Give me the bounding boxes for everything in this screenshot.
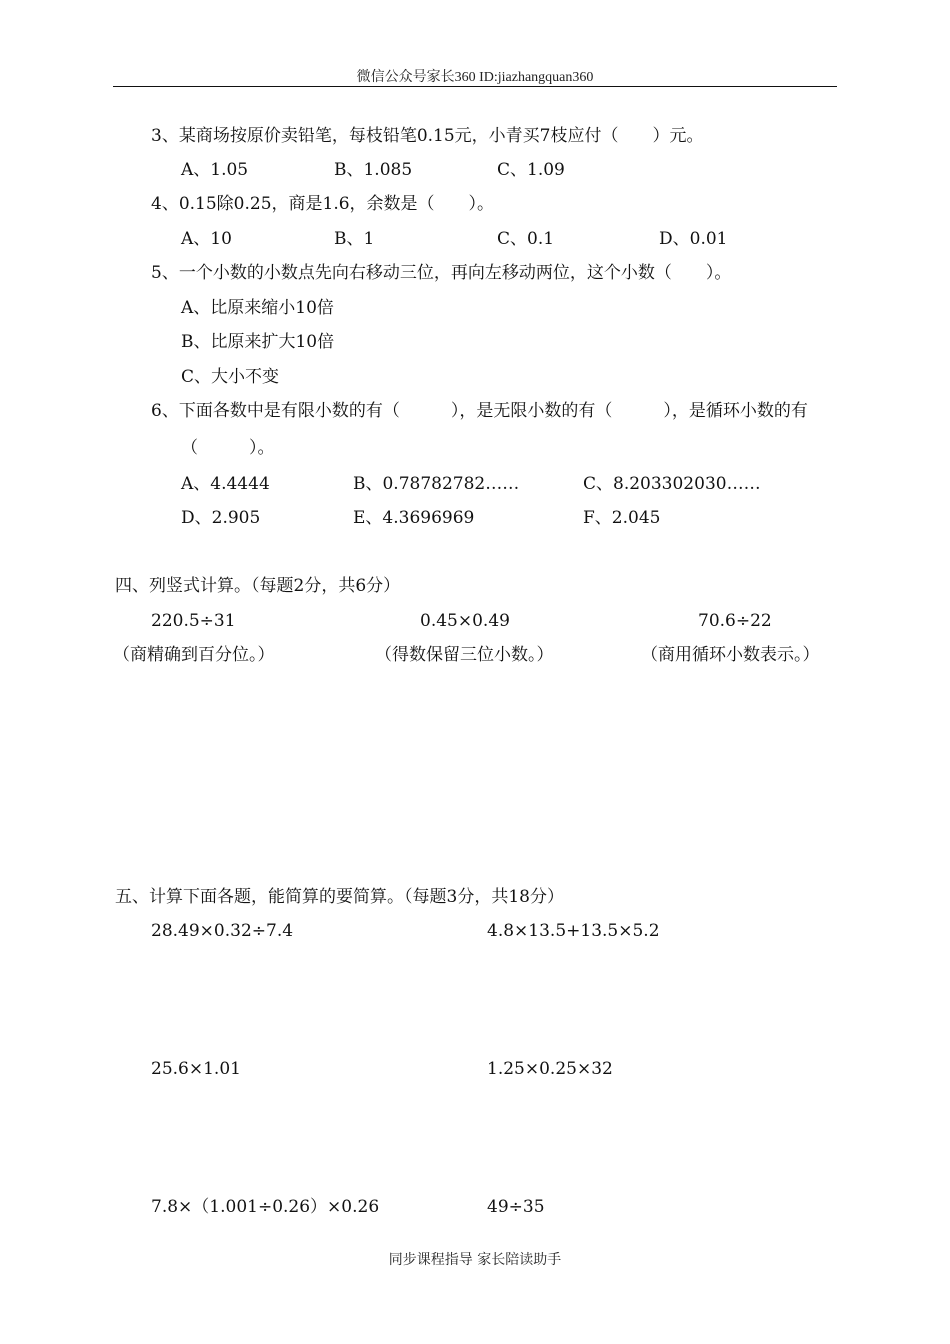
q3-option-c: C、1.09 — [497, 160, 565, 180]
section5-title: 五、计算下面各题，能简算的要简算。（每题3分，共18分） — [115, 887, 564, 907]
section4-problem-2: 0.45×0.49 — [420, 611, 510, 631]
q4-option-d: D、0.01 — [659, 229, 728, 249]
q5-option-c: C、大小不变 — [181, 367, 280, 387]
section4-note-3: （商用循环小数表示。） — [641, 645, 820, 665]
q6-option-b: B、0.78782782…… — [353, 474, 520, 494]
q6-stem: 6、下面各数中是有限小数的有（ ），是无限小数的有（ ），是循环小数的有 — [151, 401, 808, 421]
section4-title: 四、列竖式计算。（每题2分，共6分） — [115, 576, 401, 596]
q6-option-c: C、8.203302030…… — [583, 474, 761, 494]
section5-problem-5: 7.8×（1.001÷0.26）×0.26 — [151, 1197, 380, 1217]
q6-option-a: A、4.4444 — [181, 474, 270, 494]
page-header: 微信公众号家长360 ID:jiazhangquan360 — [356, 70, 594, 85]
q5-option-a: A、比原来缩小10倍 — [181, 298, 334, 318]
q4-stem: 4、0.15除0.25，商是1.6，余数是（ ）。 — [151, 194, 495, 214]
q3-option-a: A、1.05 — [181, 160, 249, 180]
q3-stem: 3、某商场按原价卖铅笔，每枝铅笔0.15元，小青买7枝应付（ ）元。 — [151, 126, 704, 146]
section5-problem-1: 28.49×0.32÷7.4 — [151, 921, 294, 941]
q6-option-e: E、4.3696969 — [353, 508, 475, 528]
section4-note-2: （得数保留三位小数。） — [375, 645, 554, 665]
section5-problem-2: 4.8×13.5+13.5×5.2 — [487, 921, 660, 941]
q6-option-d: D、2.905 — [181, 508, 261, 528]
q4-option-a: A、10 — [181, 229, 232, 249]
section5-problem-6: 49÷35 — [487, 1197, 545, 1217]
page-footer: 同步课程指导 家长陪读助手 — [388, 1252, 562, 1268]
q3-option-b: B、1.085 — [334, 160, 413, 180]
header-rule — [113, 86, 837, 87]
section5-problem-4: 1.25×0.25×32 — [487, 1059, 613, 1079]
q6-stem-continuation: （ ）。 — [181, 438, 275, 458]
q4-option-b: B、1 — [334, 229, 375, 249]
section4-problem-3: 70.6÷22 — [698, 611, 772, 631]
section4-problem-1: 220.5÷31 — [151, 611, 236, 631]
q6-option-f: F、2.045 — [583, 508, 661, 528]
q4-option-c: C、0.1 — [497, 229, 555, 249]
section5-problem-3: 25.6×1.01 — [151, 1059, 241, 1079]
q5-option-b: B、比原来扩大10倍 — [181, 332, 335, 352]
q5-stem: 5、一个小数的小数点先向右移动三位，再向左移动两位，这个小数（ ）。 — [151, 263, 732, 283]
section4-note-1: （商精确到百分位。） — [113, 645, 275, 665]
